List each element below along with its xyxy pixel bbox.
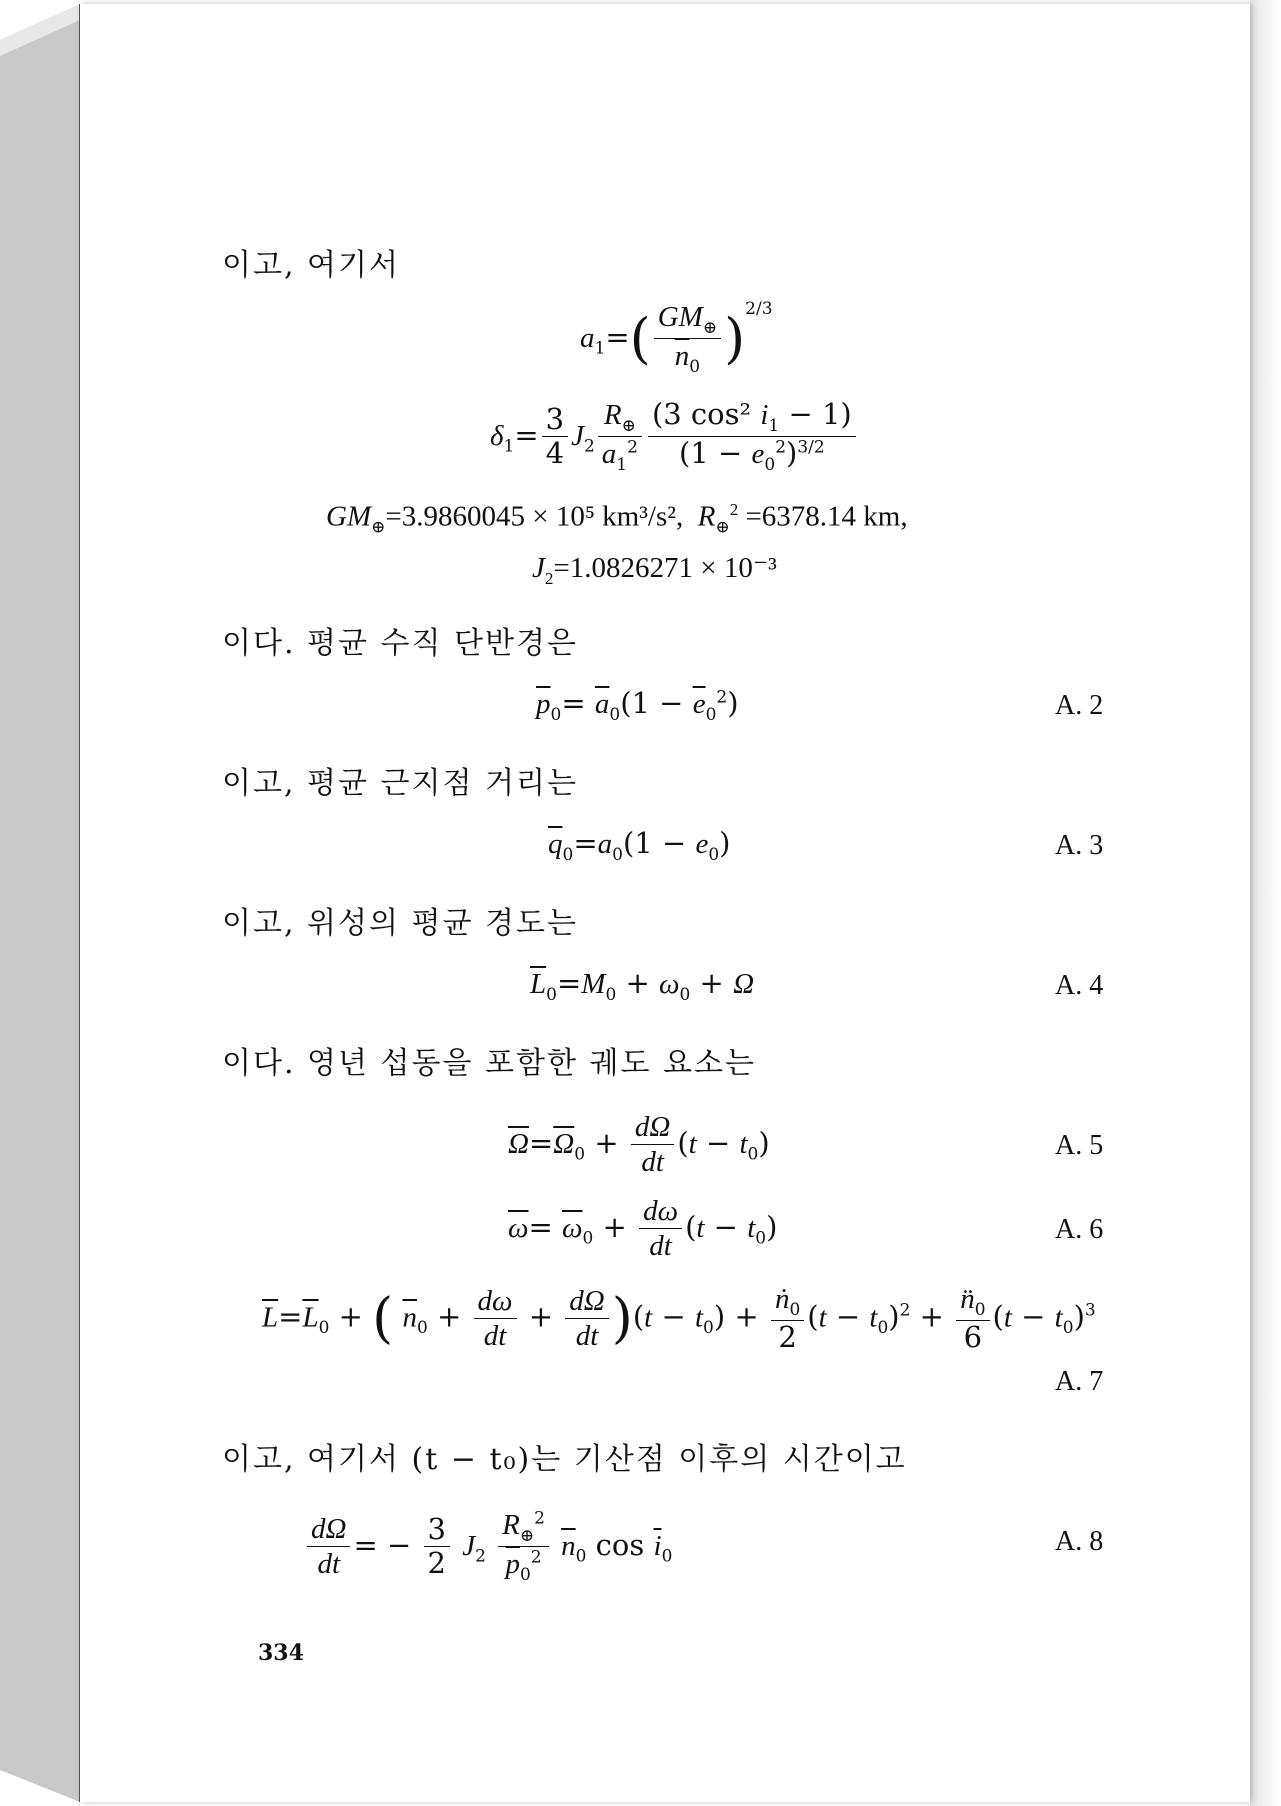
text-line-5: 이다. 영년 섭동을 포함한 궤도 요소는: [222, 1046, 756, 1081]
equation-a5: $\overline{\Omega}=\overline{\Omega}_0$ + $\frac{d\Omega}{dt}$ $(t - t_0)$: [508, 1111, 770, 1179]
equation-number-a2: A. 2: [1055, 690, 1104, 721]
equation-j2: $J_2=1.0826271 \times 10^{-3}$: [532, 552, 777, 588]
equation-a7: $\overline{L}=\overline{L}_0$ + ( $\overline{n}_0$ + $\frac{d\omega}{dt}$ + $\frac{d\Omega}{dt}$ )$(t - t_0)$ + $\frac{ṅ_0}{2}$ $(t - t_0)^2$ + $\frac{n̈_0}{6}$ $(t - t_0)^3$: [262, 1283, 1096, 1355]
equation-a1: $a_1=$( $\frac{GM_\oplus}{\overline{n}_0}$ )$^{2/3}$: [580, 299, 773, 378]
j2-value: =1.0826271 × 10⁻³: [553, 552, 777, 584]
equation-number-a5: A. 5: [1055, 1130, 1104, 1161]
equation-number-a6: A. 6: [1055, 1214, 1104, 1245]
page-number: 334: [258, 1640, 304, 1666]
equation-a4: $\overline{L}_0=M_0 + \omega_0 + \Omega$: [530, 966, 755, 1005]
text-line-1: 이고, 여기서: [222, 248, 400, 283]
text-line-3: 이고, 평균 근지점 거리는: [222, 766, 578, 801]
text-line-4: 이고, 위성의 평균 경도는: [222, 906, 578, 941]
equation-number-a7: A. 7: [1055, 1366, 1104, 1397]
page-edge-shade: [1250, 0, 1281, 1806]
equation-constants: $GM_\oplus=3.9860045 \times 10^5$ km³/s², $R_\oplus^2 =6378.14$ km,: [326, 500, 908, 537]
equation-a8: $\frac{d\Omega}{dt}$ = − $\frac{3}{2}$ $J_2$ $\frac{R_\oplus^2}{\overline{p}_0^2}$ $\overline{n}_0$ $\cos \overline{i}_0$: [304, 1508, 672, 1586]
gm-value: =3.9860045 × 10⁵ km³/s²,: [385, 500, 684, 533]
text-line-6: 이고, 여기서 (t − t₀)는 기산점 이후의 시간이고: [222, 1442, 907, 1477]
equation-a6: $\overline{\omega}= \overline{\omega}_0$ + $\frac{d\omega}{dt}$ $(t - t_0)$: [508, 1195, 778, 1263]
book-spine: [0, 0, 80, 1806]
equation-delta1: $\delta_1=$ $\frac{3}{4}$ $J_2$ $\frac{R_\oplus}{a_1^2}$ $\frac{(3 \cos^2 i_1 - 1)}{(1 - e_0^2)^{3/2}}$: [490, 398, 859, 476]
equation-a3: $\overline{q}_0=a_0(1 - e_0)$: [548, 826, 731, 865]
equation-number-a3: A. 3: [1055, 830, 1104, 861]
equation-number-a8: A. 8: [1055, 1526, 1104, 1557]
text-line-2: 이다. 평균 수직 단반경은: [222, 626, 578, 661]
equation-number-a4: A. 4: [1055, 970, 1104, 1001]
r-value: =6378.14 km,: [745, 500, 908, 533]
equation-a2: $\overline{p}_0= \overline{a}_0(1 - \overline{e}_0^2)$: [536, 686, 739, 725]
